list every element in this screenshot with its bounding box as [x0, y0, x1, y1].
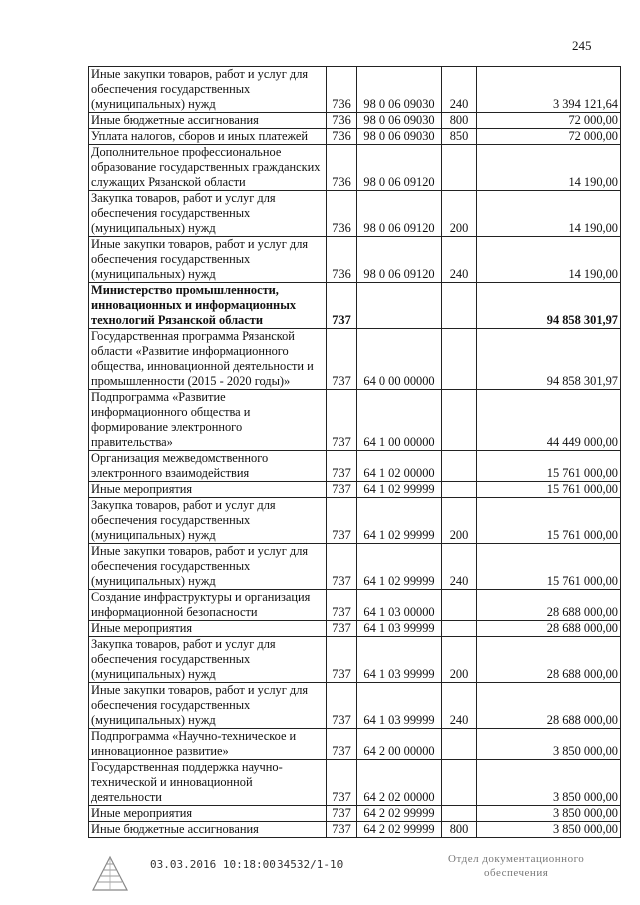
- row-name: Министерство промышленности, инновационных и информационных технологий Рязанской области: [89, 283, 327, 329]
- row-code: 737: [327, 544, 357, 590]
- row-name: Иные закупки товаров, работ и услуг для обеспечения государственных (муниципальных) нужд: [89, 67, 327, 113]
- row-name: Иные мероприятия: [89, 482, 327, 498]
- row-name: Уплата налогов, сборов и иных платежей: [89, 129, 327, 145]
- row-code: 736: [327, 191, 357, 237]
- row-name: Дополнительное профессиональное образование государственных гражданских служащих Рязанской области: [89, 145, 327, 191]
- row-csr: 98 0 06 09030: [357, 129, 442, 145]
- row-code: 736: [327, 129, 357, 145]
- row-vr: [442, 451, 477, 482]
- table-row: [89, 145, 621, 191]
- row-vr: 240: [442, 544, 477, 590]
- row-sum: 3 850 000,00: [477, 806, 621, 822]
- table-row: [89, 390, 621, 451]
- row-vr: [442, 329, 477, 390]
- row-vr: 240: [442, 67, 477, 113]
- row-code: 737: [327, 621, 357, 637]
- row-sum: 3 850 000,00: [477, 760, 621, 806]
- row-name: Подпрограмма «Научно-техническое и инновационное развитие»: [89, 729, 327, 760]
- row-code: 737: [327, 498, 357, 544]
- table-row: [89, 544, 621, 590]
- row-csr: 64 1 03 99999: [357, 683, 442, 729]
- row-code: 737: [327, 283, 357, 329]
- row-csr: 98 0 06 09120: [357, 237, 442, 283]
- row-sum: 14 190,00: [477, 191, 621, 237]
- row-vr: 200: [442, 637, 477, 683]
- row-sum: 14 190,00: [477, 145, 621, 191]
- row-csr: 64 1 02 00000: [357, 451, 442, 482]
- table-row: [89, 822, 621, 838]
- row-csr: 98 0 06 09120: [357, 191, 442, 237]
- row-sum: 3 394 121,64: [477, 67, 621, 113]
- row-vr: 200: [442, 498, 477, 544]
- row-csr: 64 0 00 00000: [357, 329, 442, 390]
- row-sum: 28 688 000,00: [477, 621, 621, 637]
- row-csr: 64 1 03 99999: [357, 621, 442, 637]
- row-sum: 14 190,00: [477, 237, 621, 283]
- row-csr: 64 1 00 00000: [357, 390, 442, 451]
- row-vr: 240: [442, 237, 477, 283]
- row-sum: 94 858 301,97: [477, 283, 621, 329]
- table-row: [89, 637, 621, 683]
- table-row: [89, 67, 621, 113]
- row-name: Закупка товаров, работ и услуг для обеспечения государственных (муниципальных) нужд: [89, 191, 327, 237]
- table-row: [89, 191, 621, 237]
- row-name: Иные закупки товаров, работ и услуг для обеспечения государственных (муниципальных) нужд: [89, 544, 327, 590]
- row-vr: 240: [442, 683, 477, 729]
- row-csr: 64 1 03 00000: [357, 590, 442, 621]
- row-sum: 15 761 000,00: [477, 482, 621, 498]
- row-code: 737: [327, 451, 357, 482]
- table-row: [89, 329, 621, 390]
- footer-department-line1: Отдел документационного: [448, 853, 585, 865]
- table-row: [89, 129, 621, 145]
- row-code: 736: [327, 237, 357, 283]
- row-vr: [442, 482, 477, 498]
- row-name: Закупка товаров, работ и услуг для обеспечения государственных (муниципальных) нужд: [89, 637, 327, 683]
- table-row: [89, 590, 621, 621]
- table-row: [89, 237, 621, 283]
- row-code: 736: [327, 113, 357, 129]
- row-vr: 200: [442, 191, 477, 237]
- row-vr: [442, 729, 477, 760]
- row-name: Подпрограмма «Развитие информационного общества и формирование электронного правительства»: [89, 390, 327, 451]
- row-csr: 64 2 00 00000: [357, 729, 442, 760]
- table-row: [89, 451, 621, 482]
- row-vr: [442, 283, 477, 329]
- row-name: Государственная поддержка научно-технической и инновационной деятельности: [89, 760, 327, 806]
- row-name: Иные мероприятия: [89, 621, 327, 637]
- table-row: [89, 482, 621, 498]
- footer-date: 03.03.2016 10:18:00: [150, 858, 276, 871]
- row-vr: [442, 806, 477, 822]
- footer-department: [448, 852, 584, 880]
- row-csr: 98 0 06 09030: [357, 113, 442, 129]
- row-sum: 15 761 000,00: [477, 451, 621, 482]
- row-csr: 64 1 02 99999: [357, 544, 442, 590]
- row-code: 736: [327, 145, 357, 191]
- table-row: [89, 621, 621, 637]
- row-vr: [442, 760, 477, 806]
- row-vr: [442, 145, 477, 191]
- page-number: 245: [572, 38, 592, 53]
- table-row: [89, 113, 621, 129]
- row-name: Иные бюджетные ассигнования: [89, 113, 327, 129]
- row-name: Иные бюджетные ассигнования: [89, 822, 327, 838]
- row-code: 737: [327, 482, 357, 498]
- table-row: [89, 760, 621, 806]
- table-row: [89, 729, 621, 760]
- row-sum: 44 449 000,00: [477, 390, 621, 451]
- footer-doc-number: 34532/1-10: [277, 858, 344, 871]
- table-row: [89, 683, 621, 729]
- table-row: [89, 498, 621, 544]
- row-csr: 64 1 02 99999: [357, 498, 442, 544]
- row-csr: 64 2 02 00000: [357, 760, 442, 806]
- row-code: 737: [327, 329, 357, 390]
- row-vr: 800: [442, 822, 477, 838]
- row-sum: 3 850 000,00: [477, 729, 621, 760]
- row-sum: 15 761 000,00: [477, 498, 621, 544]
- row-code: 737: [327, 760, 357, 806]
- row-code: 737: [327, 590, 357, 621]
- row-name: Создание инфраструктуры и организация информационной безопасности: [89, 590, 327, 621]
- row-csr: 64 1 03 99999: [357, 637, 442, 683]
- row-sum: 3 850 000,00: [477, 822, 621, 838]
- row-name: Организация межведомственного электронного взаимодействия: [89, 451, 327, 482]
- row-code: 737: [327, 806, 357, 822]
- row-vr: [442, 590, 477, 621]
- row-csr: 64 1 02 99999: [357, 482, 442, 498]
- row-sum: 28 688 000,00: [477, 683, 621, 729]
- row-name: Иные мероприятия: [89, 806, 327, 822]
- row-name: Государственная программа Рязанской области «Развитие информационного общества, инновационной деятельности и промышленности (2015 - 2020 годы)»: [89, 329, 327, 390]
- row-name: Закупка товаров, работ и услуг для обеспечения государственных (муниципальных) нужд: [89, 498, 327, 544]
- row-code: 737: [327, 822, 357, 838]
- row-code: 737: [327, 390, 357, 451]
- row-code: 737: [327, 637, 357, 683]
- footer-department-line2: обеспечения: [484, 867, 549, 879]
- row-sum: 28 688 000,00: [477, 637, 621, 683]
- row-code: 736: [327, 67, 357, 113]
- row-code: 737: [327, 683, 357, 729]
- row-code: 737: [327, 729, 357, 760]
- row-csr: [357, 283, 442, 329]
- row-sum: 28 688 000,00: [477, 590, 621, 621]
- row-sum: 72 000,00: [477, 129, 621, 145]
- stamp-logo-icon: [90, 855, 130, 898]
- row-name: Иные закупки товаров, работ и услуг для обеспечения государственных (муниципальных) нужд: [89, 237, 327, 283]
- row-sum: 15 761 000,00: [477, 544, 621, 590]
- row-csr: 64 2 02 99999: [357, 822, 442, 838]
- row-csr: 98 0 06 09120: [357, 145, 442, 191]
- row-name: Иные закупки товаров, работ и услуг для обеспечения государственных (муниципальных) нужд: [89, 683, 327, 729]
- row-csr: 64 2 02 99999: [357, 806, 442, 822]
- row-vr: [442, 621, 477, 637]
- table-row: [89, 283, 621, 329]
- row-sum: 94 858 301,97: [477, 329, 621, 390]
- budget-table: [88, 66, 621, 838]
- row-sum: 72 000,00: [477, 113, 621, 129]
- row-vr: 800: [442, 113, 477, 129]
- row-vr: 850: [442, 129, 477, 145]
- row-csr: 98 0 06 09030: [357, 67, 442, 113]
- budget-table-body: [89, 67, 621, 838]
- row-vr: [442, 390, 477, 451]
- table-row: [89, 806, 621, 822]
